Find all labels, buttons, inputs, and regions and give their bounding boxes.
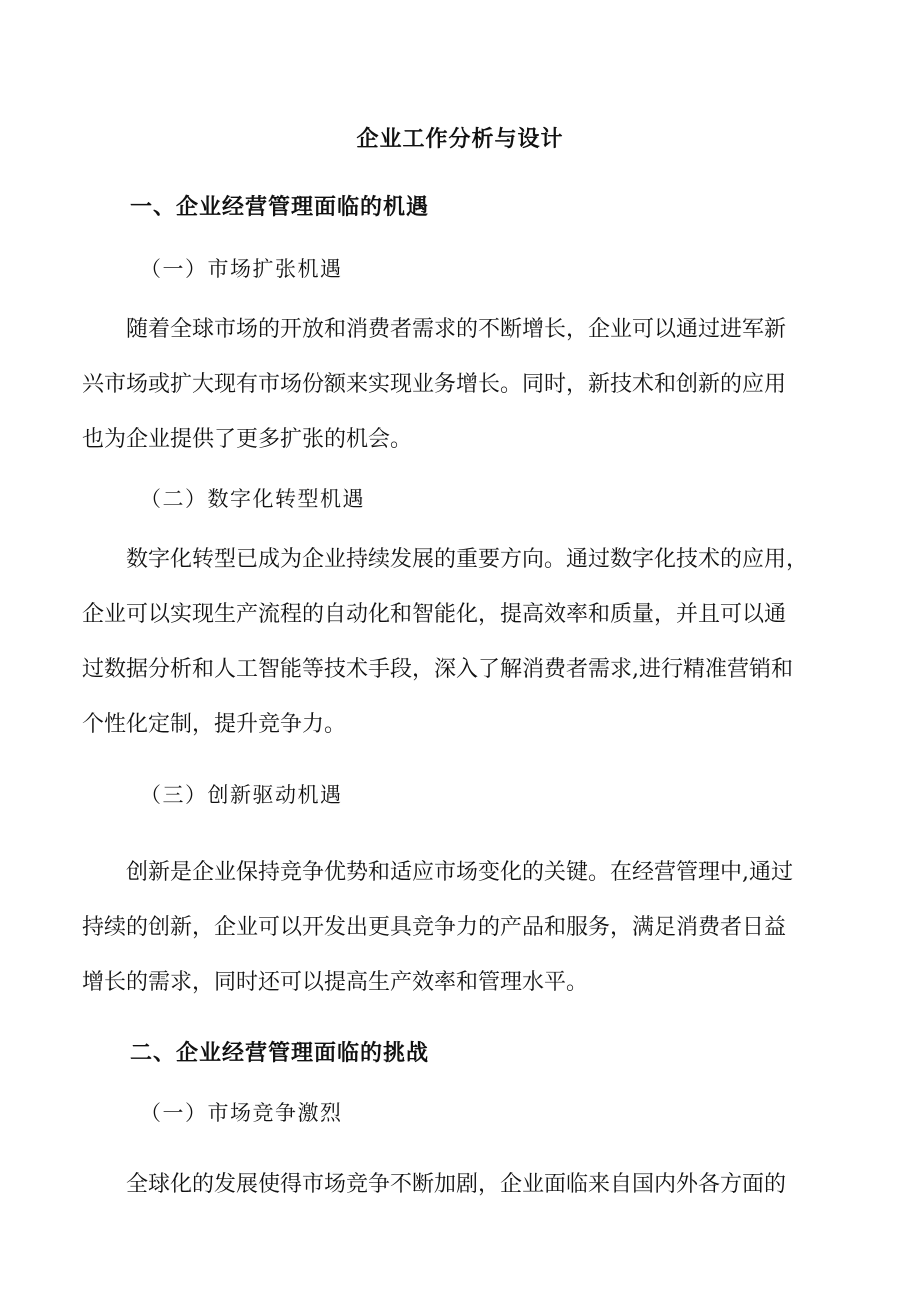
paragraph-line: 个性化定制，提升竞争力。 [82,712,347,737]
section-heading-opportunities: 一、企业经营管理面临的机遇 [130,194,430,220]
paragraph-line: 企业可以实现生产流程的自动化和智能化，提高效率和质量，并且可以通 [82,602,787,627]
paragraph-line: 数字化转型已成为企业持续发展的重要方向。通过数字化技术的应用， [126,547,809,572]
subsection-heading-innovation: （三）创新驱动机遇 [140,783,343,807]
paragraph-line: 全球化的发展使得市场竞争不断加剧，企业面临来自国内外各方面的 [126,1172,787,1197]
paragraph-market-expansion [82,302,834,467]
paragraph-digital-transformation [82,532,834,752]
paragraph-line: 随着全球市场的开放和消费者需求的不断增长，企业可以通过进军新 [126,317,787,342]
paragraph-line: 过数据分析和人工智能等技术手段，深入了解消费者需求,进行精准营销和 [82,657,793,682]
paragraph-line: 创新是企业保持竞争优势和适应市场变化的关键。在经营管理中,通过 [126,860,793,885]
subsection-heading-digital-transformation: （二）数字化转型机遇 [140,487,365,511]
paragraph-line: 兴市场或扩大现有市场份额来实现业务增长。同时，新技术和创新的应用 [82,372,787,397]
paragraph-line: 也为企业提供了更多扩张的机会。 [82,427,413,452]
subsection-heading-market-competition: （一）市场竞争激烈 [140,1101,343,1125]
paragraph-market-competition [82,1157,834,1212]
paragraph-line: 增长的需求，同时还可以提高生产效率和管理水平。 [82,970,589,995]
subsection-heading-market-expansion: （一）市场扩张机遇 [140,257,343,281]
paragraph-line: 持续的创新，企业可以开发出更具竞争力的产品和服务，满足消费者日益 [82,915,787,940]
section-heading-challenges: 二、企业经营管理面临的挑战 [130,1040,430,1066]
paragraph-innovation [82,845,834,1010]
document-title: 企业工作分析与设计 [356,126,564,152]
